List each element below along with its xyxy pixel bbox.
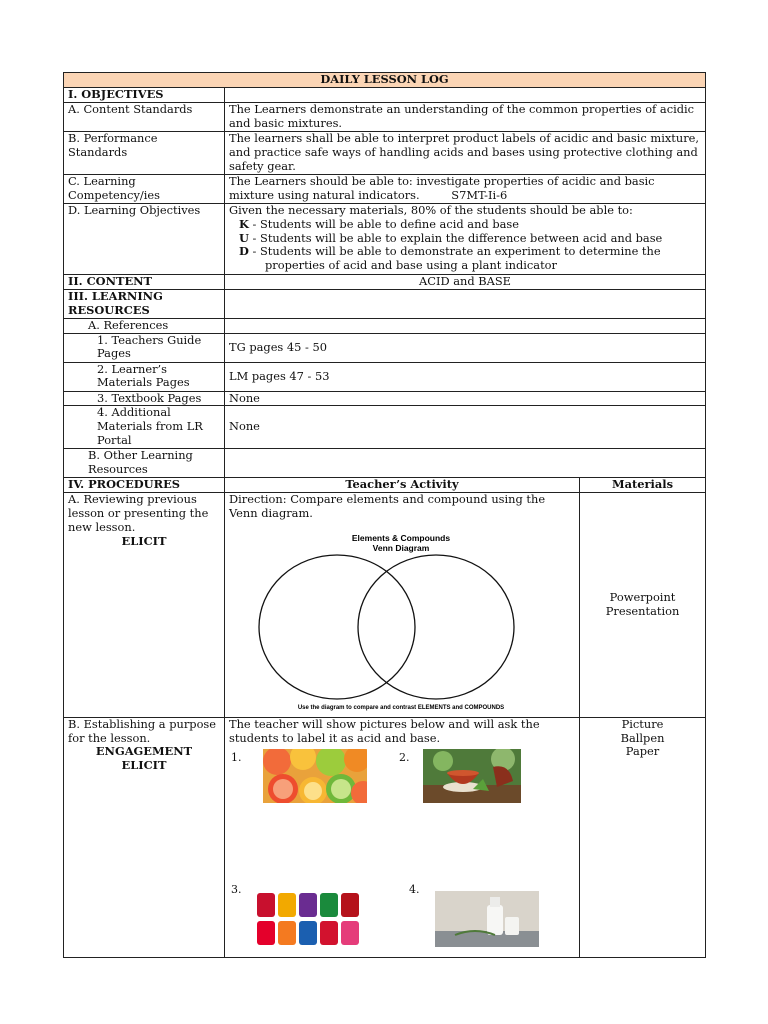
learning-objectives-label: D. Learning Objectives bbox=[64, 204, 225, 275]
venn-caption: Use the diagram to compare and contrast ELEMENTS and COMPOUNDS bbox=[297, 704, 505, 711]
objective-doing: D - Students will be able to demonstrate an experiment to determine the bbox=[239, 244, 661, 259]
step-b-label: B. Establishing a purpose for the lesson. bbox=[68, 717, 217, 745]
step-a-materials-cell bbox=[580, 493, 706, 718]
objectives-heading: I. OBJECTIVES bbox=[64, 88, 225, 103]
additional-materials-label: 4. Additional Materials from LR Portal bbox=[64, 406, 225, 449]
learners-materials-label: 2. Learner’s Materials Pages bbox=[64, 362, 225, 391]
compounds-circle bbox=[358, 555, 514, 699]
step-b-material-1: Picture bbox=[621, 717, 664, 731]
procedures-heading: IV. PROCEDURES bbox=[64, 478, 225, 493]
step-b-instruction: The teacher will show pictures below and will ask the students to label it as acid and base. bbox=[229, 717, 540, 745]
elements-circle bbox=[259, 555, 415, 699]
step-a-phase: ELICIT bbox=[121, 533, 167, 548]
picture-1-number: 1. bbox=[231, 751, 242, 765]
venn-title-1: Elements & Compounds bbox=[351, 532, 451, 543]
step-b-label-cell bbox=[64, 717, 225, 958]
step-a-label-cell bbox=[64, 493, 225, 718]
tea-cup-image bbox=[423, 749, 521, 803]
objective-understanding: U - Students will be able to explain the difference between acid and base bbox=[239, 230, 663, 245]
content-standards-text: The Learners demonstrate an understanding of the common properties of acidic and basic mixtures. bbox=[225, 103, 706, 132]
soda-cans-image bbox=[255, 891, 365, 947]
picture-4-number: 4. bbox=[409, 883, 420, 897]
venn-diagram bbox=[229, 527, 575, 717]
log-title: DAILY LESSON LOG bbox=[64, 73, 706, 88]
performance-standards-label: B. Performance Standards bbox=[64, 132, 225, 175]
step-b-material-3: Paper bbox=[625, 744, 660, 759]
daily-lesson-log bbox=[63, 72, 705, 958]
step-b-activity bbox=[225, 717, 580, 958]
textbook-pages-label: 3. Textbook Pages bbox=[64, 391, 225, 406]
learning-competency-text: The Learners should be able to: investigate properties of acidic and basic mixture using natural indicators. bbox=[229, 174, 655, 202]
teachers-guide-label: 1. Teachers Guide Pages bbox=[64, 333, 225, 362]
teachers-activity-header: Teacher’s Activity bbox=[225, 478, 580, 493]
citrus-fruits-image bbox=[263, 749, 367, 803]
textbook-pages-value: None bbox=[225, 391, 706, 406]
learning-competency-cell bbox=[225, 175, 706, 204]
picture-2-number: 2. bbox=[399, 751, 410, 765]
picture-grid bbox=[229, 745, 575, 957]
step-b-material-2: Ballpen bbox=[620, 730, 665, 745]
learning-objectives-cell bbox=[225, 204, 706, 275]
objective-continuation: properties of acid and base using a plant indicator bbox=[265, 258, 557, 273]
venn-diagram-svg bbox=[229, 527, 574, 717]
competency-code: S7MT-Ii-6 bbox=[451, 187, 508, 202]
content-heading: II. CONTENT bbox=[64, 275, 225, 290]
references-label: A. References bbox=[64, 318, 225, 333]
teachers-guide-value: TG pages 45 - 50 bbox=[225, 333, 706, 362]
content-standards-label: A. Content Standards bbox=[64, 103, 225, 132]
step-b-materials-cell bbox=[580, 717, 706, 958]
performance-standards-text: The learners shall be able to interpret product labels of acidic and basic mixture, and practice safe ways of handling acids and bases using protective clothing and safety gear. bbox=[225, 132, 706, 175]
venn-title-2: Venn Diagram bbox=[372, 542, 430, 553]
step-a-materials: Powerpoint Presentation bbox=[605, 590, 680, 618]
lesson-log-table bbox=[63, 72, 706, 958]
picture-3-number: 3. bbox=[231, 883, 242, 897]
additional-materials-value: None bbox=[225, 406, 706, 449]
objectives-intro: Given the necessary materials, 80% of the students should be able to: bbox=[229, 203, 633, 217]
step-b-phase-engagement: ENGAGEMENT bbox=[95, 744, 193, 759]
objective-knowledge: K - Students will be able to define acid and base bbox=[239, 216, 519, 231]
other-resources-label: B. Other Learning Resources bbox=[64, 449, 225, 478]
milk-bottle-image bbox=[435, 891, 539, 947]
content-value: ACID and BASE bbox=[225, 275, 706, 290]
learning-competency-label: C. Learning Competency/ies bbox=[64, 175, 225, 204]
learners-materials-value: LM pages 47 - 53 bbox=[225, 362, 706, 391]
step-a-activity bbox=[225, 493, 580, 718]
materials-header: Materials bbox=[580, 478, 706, 493]
step-b-phase-elicit: ELICIT bbox=[121, 758, 167, 773]
learning-resources-heading: III. LEARNING RESOURCES bbox=[64, 289, 225, 318]
step-a-label: A. Reviewing previous lesson or presenting the new lesson. bbox=[68, 492, 209, 534]
step-a-direction: Direction: Compare elements and compound using the Venn diagram. bbox=[229, 492, 546, 520]
